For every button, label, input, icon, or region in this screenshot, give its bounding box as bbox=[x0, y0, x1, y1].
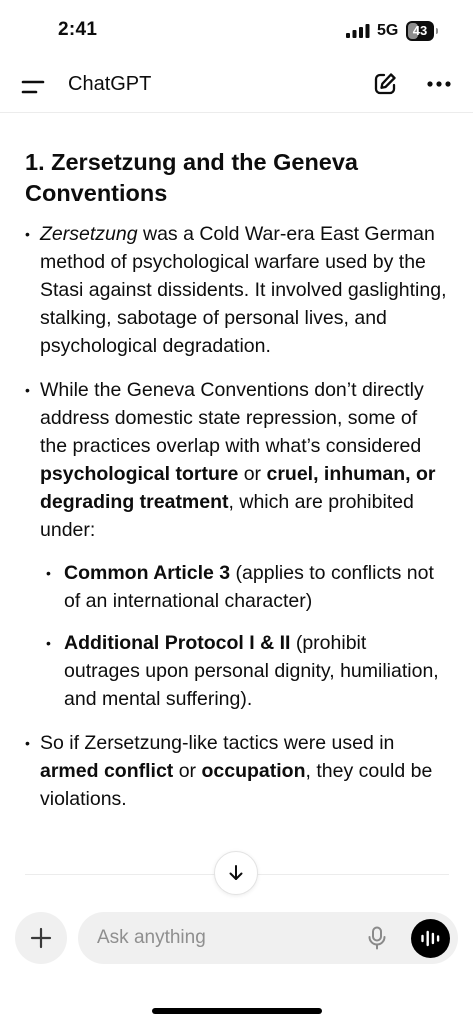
more-options-button[interactable] bbox=[424, 70, 454, 98]
sub-list bbox=[40, 559, 447, 713]
bold-cruel-treatment: cruel, inhuman, or degrading treatment bbox=[40, 463, 436, 513]
sub-item-common-article-3 bbox=[40, 559, 447, 615]
bullet-text: was a Cold War-era East German method of psychological warfare used by the Stasi against dissidents. It involved gaslighting, stalking, sabotage of personal lives, and psychological degradation. bbox=[40, 223, 447, 357]
scroll-to-bottom-button[interactable] bbox=[214, 851, 258, 895]
bullet-item-geneva bbox=[0, 376, 473, 713]
section-heading: 1. Zersetzung and the Geneva Conventions bbox=[25, 149, 359, 206]
home-indicator bbox=[152, 1008, 322, 1014]
dictation-button[interactable] bbox=[364, 925, 390, 951]
status-bar bbox=[0, 0, 473, 62]
sub-item-text: (applies to conflicts not of an international character) bbox=[64, 562, 434, 612]
bullet-item-zersetzung bbox=[0, 220, 473, 360]
arrow-down-icon bbox=[226, 863, 246, 883]
new-chat-icon bbox=[371, 70, 399, 98]
assistant-message bbox=[0, 112, 473, 872]
bullet-text: , which are prohibited under: bbox=[40, 491, 414, 541]
bold-common-article-3: Common Article 3 bbox=[64, 562, 231, 584]
bullet-text: So if Zersetzung-like tactics were used in bbox=[40, 732, 395, 754]
cellular-signal-icon bbox=[346, 24, 370, 38]
voice-mode-button[interactable] bbox=[411, 919, 450, 958]
composer bbox=[78, 912, 458, 964]
sub-item-text: (prohibit outrages upon personal dignity, humiliation, and mental suffering). bbox=[64, 632, 439, 710]
menu-button[interactable] bbox=[18, 72, 48, 102]
voice-mode-icon bbox=[420, 928, 441, 949]
add-attachment-button[interactable] bbox=[15, 912, 67, 964]
network-type-label: 5G bbox=[377, 22, 399, 39]
battery-tip bbox=[436, 28, 438, 34]
bold-occupation: occupation bbox=[201, 760, 306, 782]
microphone-icon bbox=[364, 925, 390, 951]
more-icon bbox=[424, 70, 454, 98]
bold-additional-protocol: Additional Protocol I & II bbox=[64, 632, 291, 654]
app-header bbox=[0, 62, 473, 113]
bold-psychological-torture: psychological torture bbox=[40, 463, 239, 485]
battery-icon bbox=[406, 21, 438, 41]
message-input[interactable] bbox=[97, 912, 357, 964]
term-zersetzung: Zersetzung bbox=[40, 223, 138, 245]
plus-icon bbox=[30, 927, 52, 949]
bullet-text: or bbox=[238, 463, 267, 485]
bullet-item-armed-conflict bbox=[0, 729, 473, 813]
bullet-text: While the Geneva Conventions don’t directly address domestic state repression, some of the practices overlap with what’s considered bbox=[40, 379, 424, 457]
bold-armed-conflict: armed conflict bbox=[40, 760, 174, 782]
bullet-text: , they could be violations. bbox=[40, 760, 433, 810]
battery-level: 43 bbox=[412, 23, 428, 38]
app-title: ChatGPT bbox=[68, 73, 152, 95]
battery-body bbox=[406, 21, 434, 41]
menu-icon bbox=[18, 72, 48, 102]
bullet-list bbox=[0, 220, 473, 829]
new-chat-button[interactable] bbox=[371, 70, 399, 98]
sub-item-additional-protocol bbox=[40, 629, 447, 713]
bullet-text: or bbox=[173, 760, 202, 782]
status-time: 2:41 bbox=[58, 19, 98, 40]
